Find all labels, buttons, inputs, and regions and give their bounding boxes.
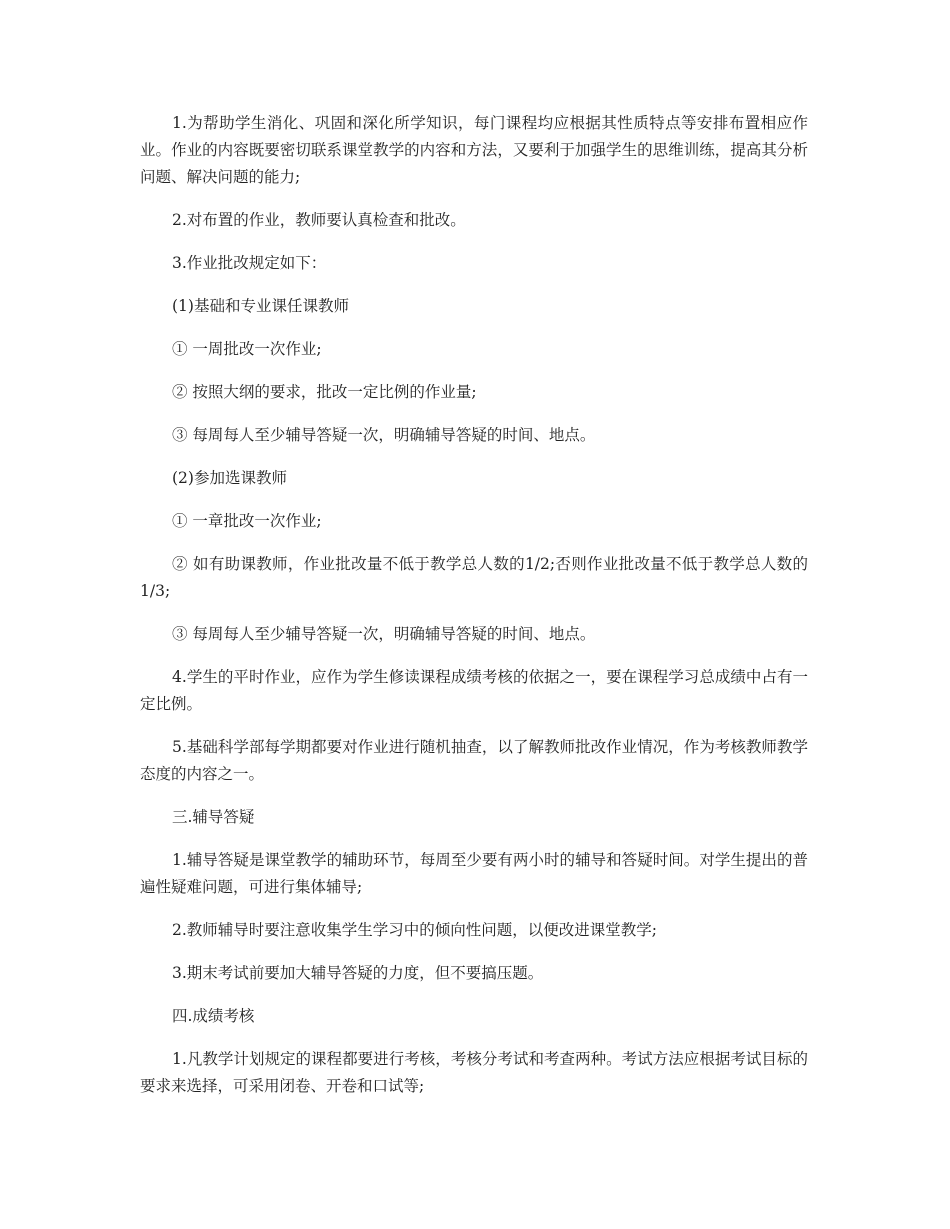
paragraph-grading-rules: 3.作业批改规定如下： (172, 254, 327, 272)
paragraph-random-inspection: 5.基础科学部每学期都要对作业进行随机抽查，以了解教师批改作业情况，作为考核教师教学态度的内容之一。 (140, 738, 808, 783)
section-heading-assessment: 四.成绩考核 (172, 1007, 255, 1025)
section-heading-tutoring: 三.辅导答疑 (172, 808, 255, 826)
subheading-core-teachers: (1)基础和专业课任课教师 (172, 297, 349, 315)
list-item-grading-ratio: ② 按照大纲的要求，批改一定比例的作业量; (172, 383, 477, 401)
paragraph-exam-tutoring: 3.期末考试前要加大辅导答疑的力度，但不要搞压题。 (172, 964, 544, 982)
list-item-weekly-tutoring: ③ 每周每人至少辅导答疑一次，明确辅导答疑的时间、地点。 (172, 426, 596, 444)
subheading-elective-teachers: (2)参加选课教师 (172, 469, 287, 487)
paragraph-tutoring-collection: 2.教师辅导时要注意收集学生学习中的倾向性问题，以便改进课堂教学; (172, 921, 658, 939)
paragraph-homework-purpose: 1.为帮助学生消化、巩固和深化所学知识，每门课程均应根据其性质特点等安排布置相应作业。作业的内容既要密切联系课堂教学的内容和方法，又要利于加强学生的思维训练，提高其分析问题、解决问题的能力; (140, 114, 808, 186)
list-item-chapter-grading: ① 一章批改一次作业; (172, 512, 322, 530)
list-item-elective-tutoring: ③ 每周每人至少辅导答疑一次，明确辅导答疑的时间、地点。 (172, 625, 596, 643)
paragraph-assessment-methods: 1.凡教学计划规定的课程都要进行考核，考核分考试和考查两种。考试方法应根据考试目标的要求来选择，可采用闭卷、开卷和口试等; (140, 1050, 808, 1095)
paragraph-homework-check: 2.对布置的作业，教师要认真检查和批改。 (172, 211, 466, 229)
list-item-weekly-grading: ① 一周批改一次作业; (172, 340, 322, 358)
paragraph-homework-assessment: 4.学生的平时作业，应作为学生修读课程成绩考核的依据之一，要在课程学习总成绩中占有一定比例。 (140, 668, 808, 713)
document-body (140, 110, 808, 1116)
list-item-assistant-ratio: ② 如有助课教师，作业批改量不低于教学总人数的1/2;否则作业批改量不低于教学总人数的1/3; (140, 555, 808, 600)
paragraph-tutoring-role: 1.辅导答疑是课堂教学的辅助环节，每周至少要有两小时的辅导和答疑时间。对学生提出的普遍性疑难问题，可进行集体辅导; (140, 851, 808, 896)
